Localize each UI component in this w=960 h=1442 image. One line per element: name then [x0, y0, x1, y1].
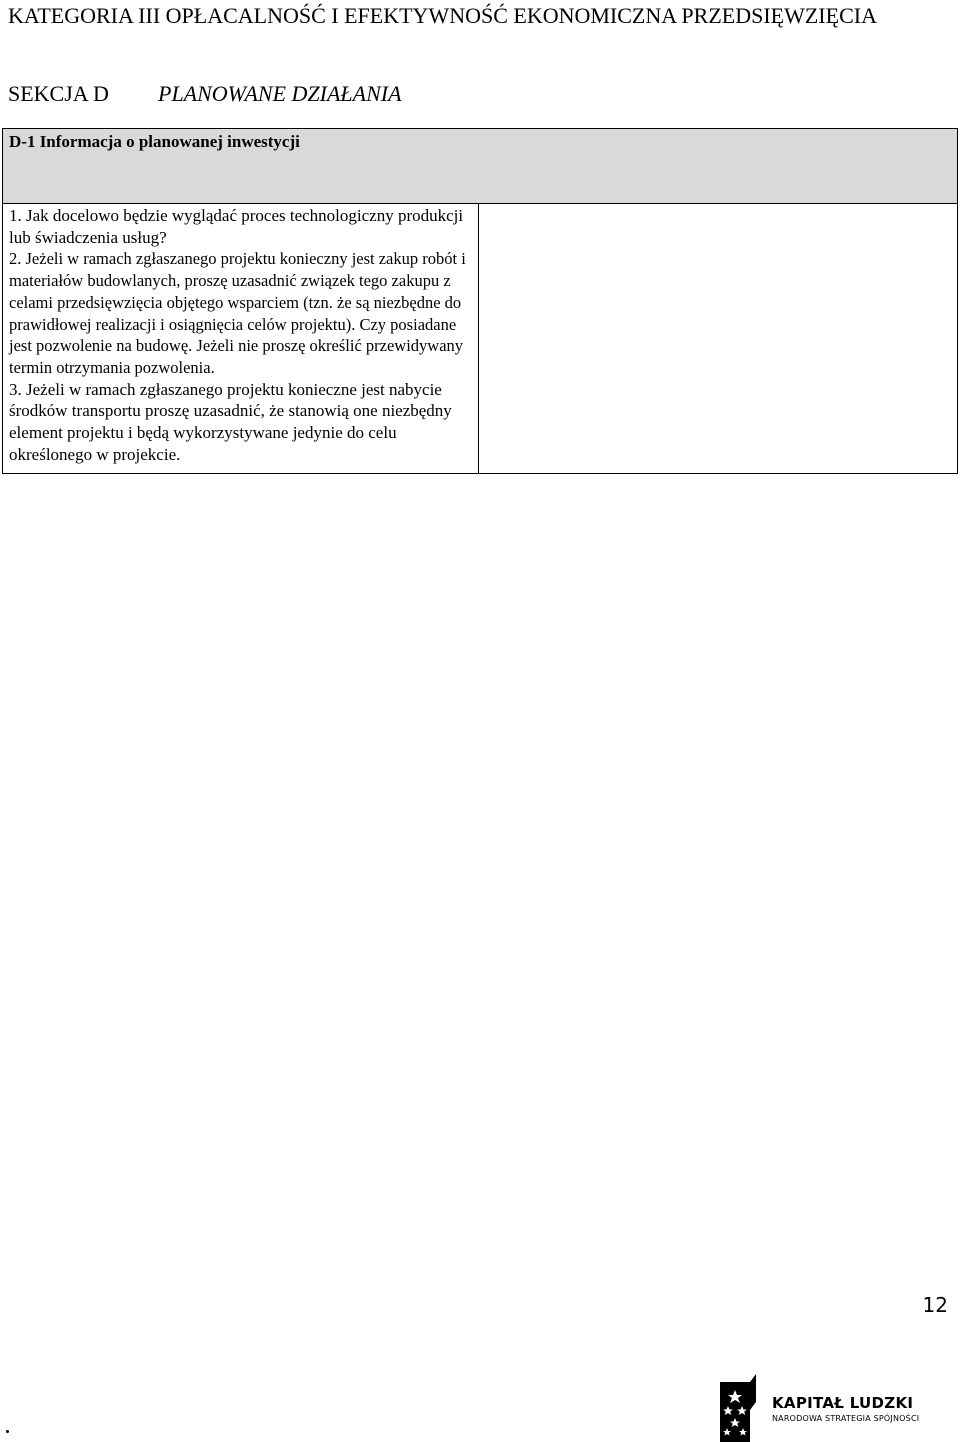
- section-heading: [8, 80, 908, 108]
- question-2: 2. Jeżeli w ramach zgłaszanego projektu konieczny jest zakup robót i materiałów budowlanych, proszę uzasadnić związek tego zakupu z celami przedsięwzięcia objętego wsparciem (tzn. że są niezbędne do prawidłowej realizacji i osiągnięcia celów projektu). Czy posiadane jest pozwolenie na budowę. Jeżeli nie proszę określić przewidywany termin otrzymania pozwolenia.: [9, 249, 466, 377]
- question-1: 1. Jak docelowo będzie wyglądać proces technologiczny produkcji lub świadczenia usług?: [9, 206, 464, 247]
- page-number: 12: [922, 1293, 948, 1317]
- table-header-cell: [3, 129, 958, 204]
- category-title: KATEGORIA III OPŁACALNOŚĆ I EFEKTYWNOŚĆ EKONOMICZNA PRZEDSIĘWZIĘCIA: [8, 3, 877, 28]
- kapital-ludzki-flag-icon: [720, 1372, 756, 1442]
- kapital-ludzki-logo: [720, 1372, 920, 1442]
- table-header-row: [3, 129, 958, 204]
- logo-subtitle: NARODOWA STRATEGIA SPÓJNOŚCI: [772, 1414, 920, 1423]
- section-label: SEKCJA D: [8, 81, 109, 106]
- section-name: PLANOWANE DZIAŁANIA: [158, 81, 402, 106]
- investment-info-table: [2, 128, 958, 474]
- questions-cell: [3, 204, 479, 474]
- question-3: 3. Jeżeli w ramach zgłaszanego projektu konieczne jest nabycie środków transportu proszę uzasadnić, że stanowią one niezbędny element projektu i będą wykorzystywane jedynie do celu określonego w projekcie.: [9, 379, 452, 464]
- corner-mark: [6, 1430, 9, 1433]
- logo-title: KAPITAŁ LUDZKI: [772, 1394, 914, 1412]
- table-header: D-1 Informacja o planowanej inwestycji: [9, 132, 300, 151]
- questions-row: [3, 204, 958, 474]
- answer-field[interactable]: [479, 204, 958, 474]
